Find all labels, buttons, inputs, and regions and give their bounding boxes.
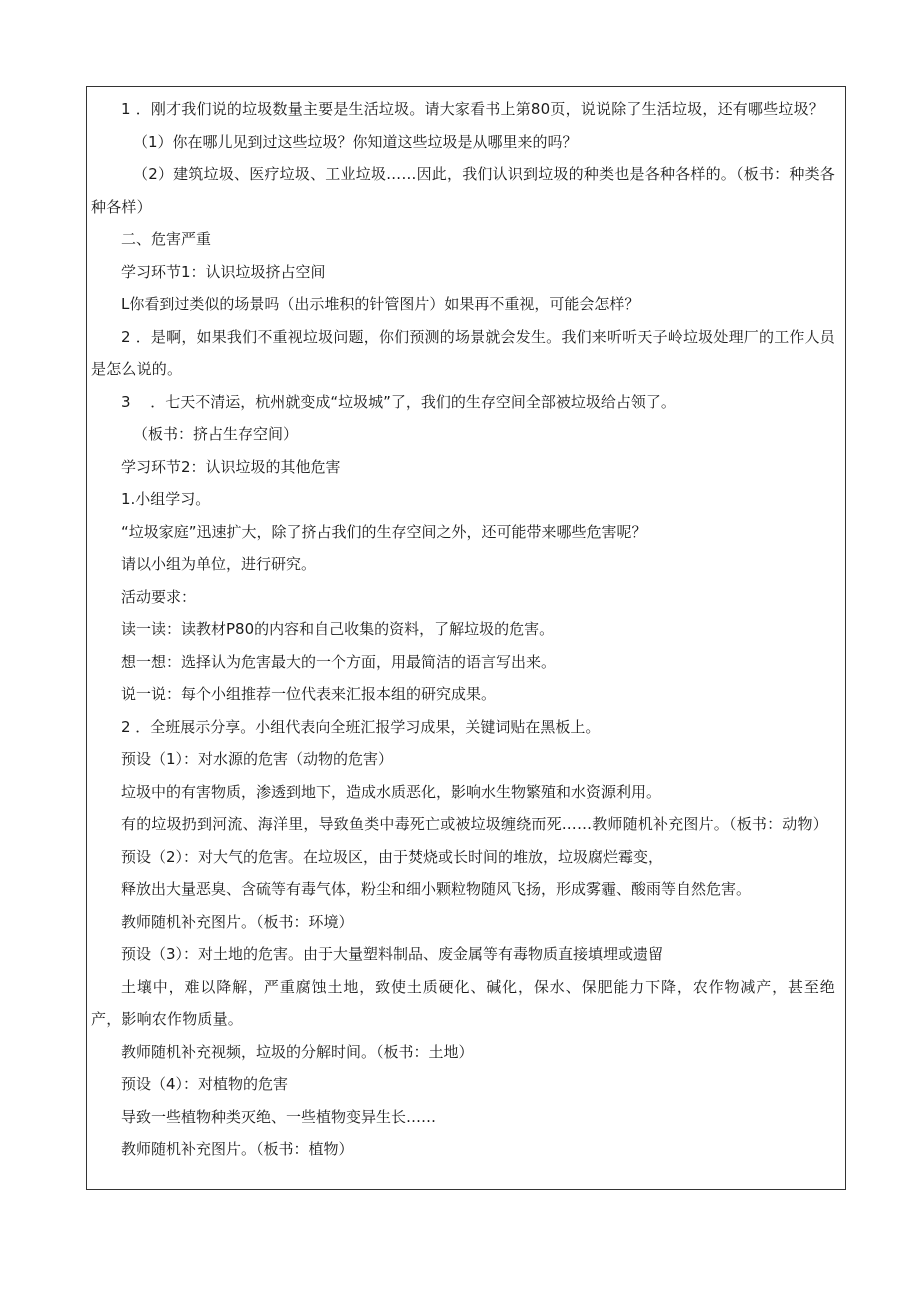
section-heading-harm: 二、危害严重 [121, 230, 212, 248]
paragraph-class-share: 2 ．全班展示分享。小组代表向全班汇报学习成果，关键词贴在黑板上。 [121, 717, 601, 736]
paragraph-similar-scene: L你看到过类似的场景吗（出示堆积的针管图片）如果再不重视，可能会怎样？ [121, 295, 640, 313]
group-study-heading: 1.小组学习。 [121, 490, 211, 508]
paragraph-water-harm: 垃圾中的有害物质，渗透到地下，造成水质恶化，影响水生物繁殖和水资源利用。 [121, 782, 662, 801]
paragraph-question-other-garbage: 1 ．刚才我们说的垃圾数量主要是生活垃圾。请大家看书上第80页，说说除了生活垃圾，还有哪些垃圾？ [121, 100, 825, 118]
paragraph-garbage-types: （2）建筑垃圾、医疗垃圾、工业垃圾……因此，我们认识到垃圾的种类也是各种各样的。（板书：种类各种各样） [91, 165, 835, 216]
preset-1-heading: 预设（1）：对水源的危害（动物的危害） [121, 750, 394, 768]
preset-4-heading: 预设（4）：对植物的危害 [121, 1075, 289, 1093]
paragraph-group-research: 请以小组为单位，进行研究。 [121, 555, 317, 573]
paragraph-air-harm: 释放出大量恶臭、含硫等有毒气体，粉尘和细小颗粒物随风飞扬，形成雾霾、酸雨等自然危害。 [121, 880, 752, 898]
lesson-plan-cell [87, 87, 845, 1166]
paragraph-soil-harm: 土壤中，难以降解，严重腐蚀土地，致使土质硬化、碱化，保水、保肥能力下降，农作物减产，甚至绝产，影响农作物质量。 [91, 977, 835, 1028]
activity-speak: 说一说：每个小组推荐一位代表来汇报本组的研究成果。 [121, 685, 497, 703]
board-note-plant: 教师随机补充图片。（板书：植物） [121, 1140, 354, 1158]
paragraph-prediction: 2 ．是啊，如果我们不重视垃圾问题，你们预测的场景就会发生。我们来听听天子岭垃圾处理厂的工作人员是怎么说的。 [91, 327, 835, 378]
board-note-environment: 教师随机补充图片。（板书：环境） [121, 912, 354, 931]
preset-2-heading: 预设（2）：对大气的危害。在垃圾区，由于焚烧或长时间的堆放，垃圾腐烂霉变， [121, 847, 664, 866]
paragraph-ocean-harm: 有的垃圾扔到河流、海洋里，导致鱼类中毒死亡或被垃圾缠绕而死……教师随机补充图片。（板书：动物） [121, 815, 828, 833]
activity-read: 读一读：读教材P80的内容和自己收集的资料，了解垃圾的危害。 [121, 620, 555, 638]
paragraph-plant-harm: 导致一些植物种类灭绝、一些植物变异生长…… [121, 1107, 437, 1126]
paragraph-where-seen: （1）你在哪儿见到过这些垃圾？你知道这些垃圾是从哪里来的吗？ [133, 132, 578, 151]
paragraph-seven-days: 3 ．七天不清运，杭州就变成“垃圾城”了，我们的生存空间全部被垃圾给占领了。 [121, 392, 676, 411]
activity-requirements-heading: 活动要求： [121, 587, 197, 606]
lesson-plan-table [86, 86, 846, 1190]
learning-step-2-heading: 学习环节2：认识垃圾的其他危害 [121, 457, 341, 476]
board-note-space: （板书：挤占生存空间） [133, 425, 299, 443]
board-note-soil: 教师随机补充视频，垃圾的分解时间。（板书：土地） [121, 1042, 474, 1061]
learning-step-1-heading: 学习环节1：认识垃圾挤占空间 [121, 262, 326, 281]
preset-3-heading: 预设（3）：对土地的危害。由于大量塑料制品、废金属等有毒物质直接填埋或遗留 [121, 945, 664, 963]
activity-think: 想一想：选择认为危害最大的一个方面，用最简洁的语言写出来。 [121, 652, 557, 671]
paragraph-garbage-family: “垃圾家庭”迅速扩大，除了挤占我们的生存空间之外，还可能带来哪些危害呢？ [121, 522, 647, 541]
